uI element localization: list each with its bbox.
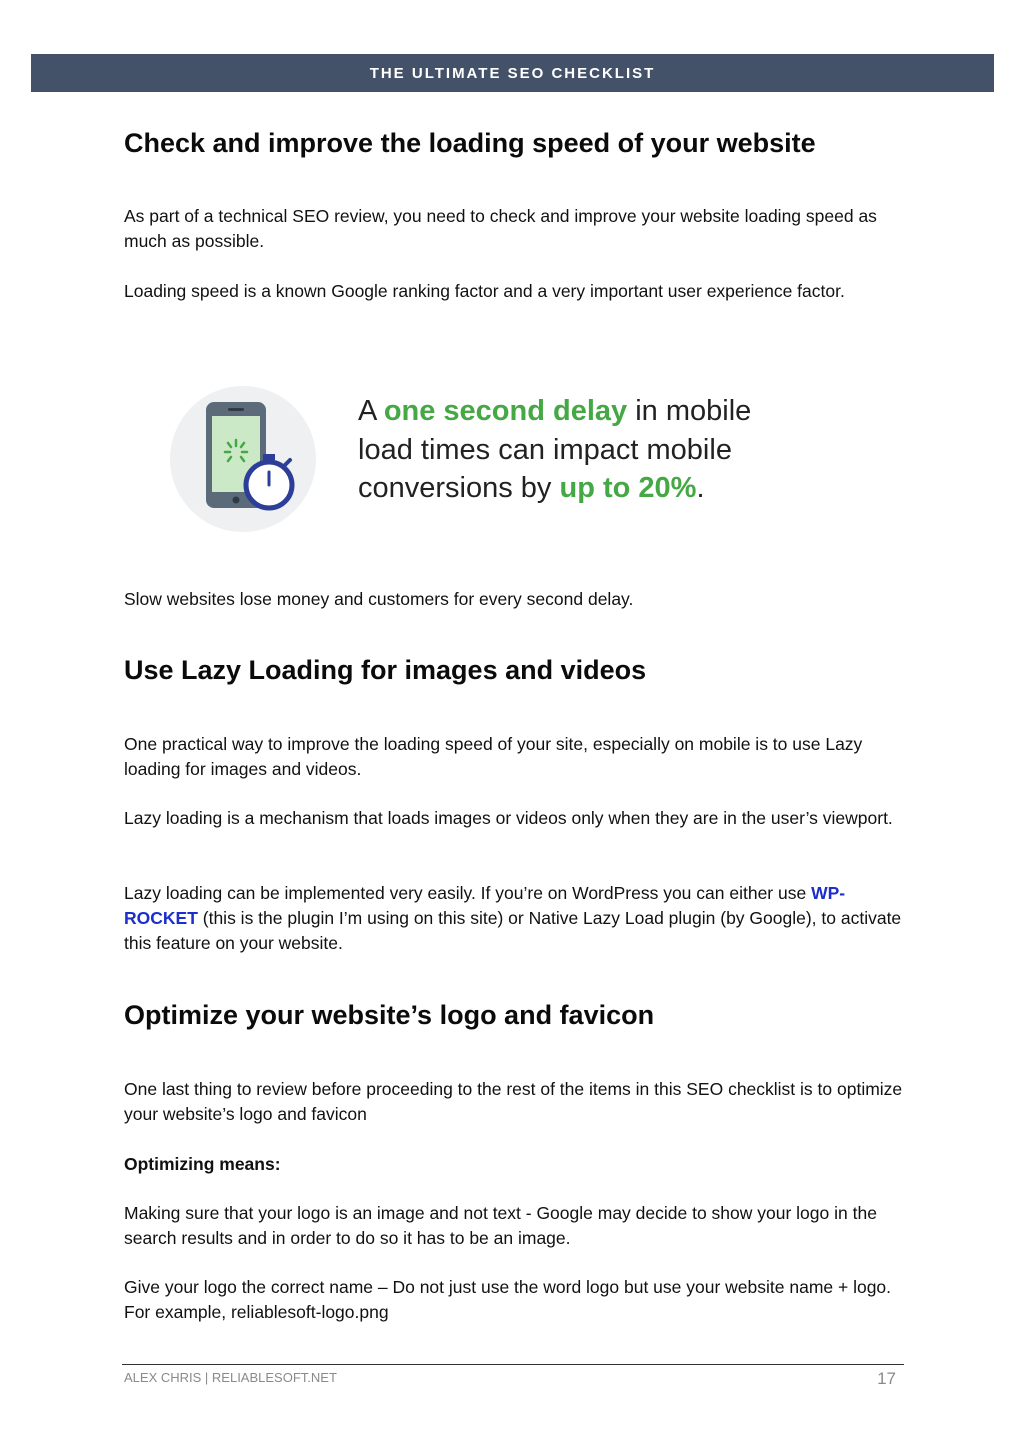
paragraph: Lazy loading is a mechanism that loads images or videos only when they are in the user’s viewport. [124,808,893,828]
paragraph: Give your logo the correct name – Do not just use the word logo but use your website name + logo. For example, reliablesoft-logo.png [124,1277,892,1322]
paragraph: As part of a technical SEO review, you need to check and improve your website loading speed as much as possible. [124,206,877,251]
text: . [696,472,705,504]
wp-rocket-link[interactable]: WP-ROCKET [124,883,846,928]
section-heading-lazy-loading: Use Lazy Loading for images and videos [124,655,647,685]
footer-author: ALEX CHRIS | RELIABLESOFT.NET [124,1370,337,1385]
header-title: THE ULTIMATE SEO CHECKLIST [369,64,656,82]
page-number: 17 [877,1369,896,1388]
paragraph-bold: Optimizing means: [124,1154,281,1174]
highlight-text: up to 20% [559,472,697,504]
footer-divider [122,1364,904,1365]
phone-stopwatch-icon [170,386,316,534]
paragraph: Making sure that your logo is an image and not text - Google may decide to show your logo in the search results and in order to do so it has to be an image. [124,1203,877,1248]
paragraph: Slow websites lose money and customers for every second delay. [124,589,634,609]
text: Lazy loading can be implemented very easily. If you’re on WordPress you can either use [124,883,812,903]
text: (this is the plugin I’m using on this site) or Native Lazy Load plugin (by Google), to activate this feature on your website. [124,908,902,953]
header-banner [31,54,994,92]
text: in mobile load times can impact mobile conversions by [358,395,752,504]
section-heading-loading-speed: Check and improve the loading speed of your website [124,128,816,158]
paragraph-wp-rocket [124,881,904,956]
paragraph: One last thing to review before proceeding to the rest of the items in this SEO checklist is to optimize your website’s logo and favicon [124,1079,903,1124]
mobile-delay-infographic [170,386,790,534]
text: A [358,395,384,427]
highlight-text: one second delay [383,395,628,427]
paragraph: One practical way to improve the loading speed of your site, especially on mobile is to use Lazy loading for images and videos. [124,734,863,779]
paragraph: Loading speed is a known Google ranking factor and a very important user experience factor. [124,281,845,301]
section-heading-logo-favicon: Optimize your website’s logo and favicon [124,1000,655,1030]
infographic-text [358,392,788,508]
